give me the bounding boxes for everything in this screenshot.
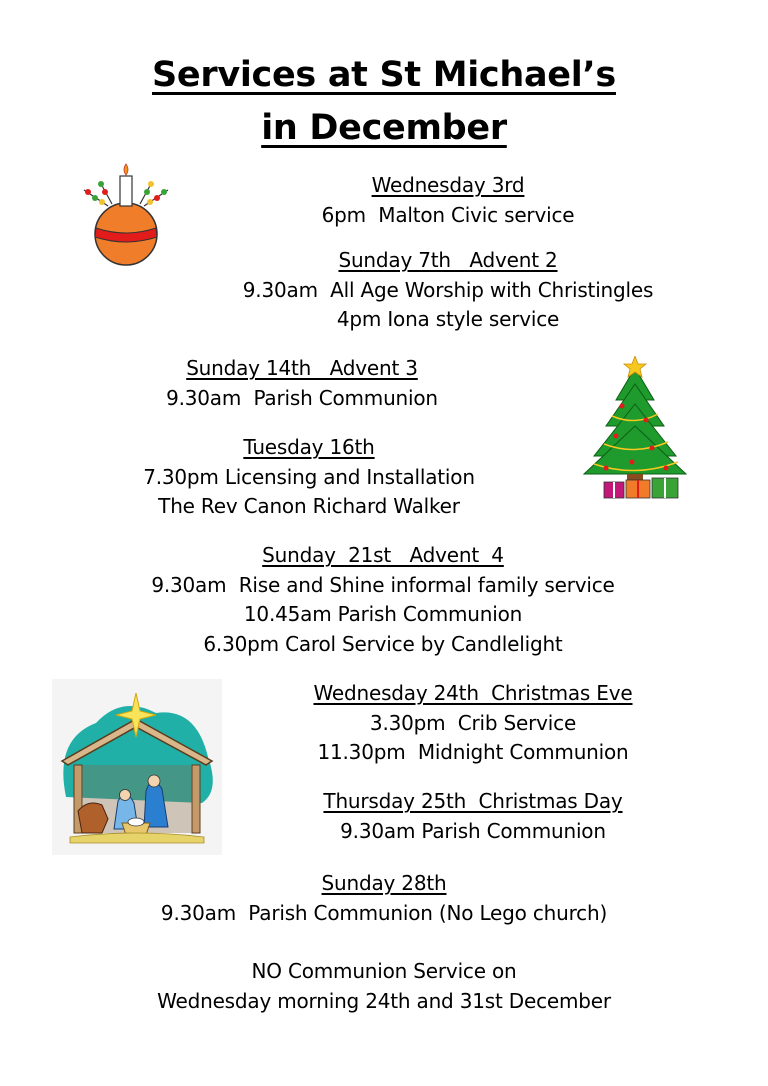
service-heading: Wednesday 24th Christmas Eve bbox=[313, 681, 633, 705]
notice-line-2: Wednesday morning 24th and 31st December bbox=[157, 988, 611, 1013]
service-heading: Sunday 21st Advent 4 bbox=[262, 543, 504, 567]
service-block-tue-16th bbox=[129, 433, 489, 522]
service-line: 4pm Iona style service bbox=[336, 307, 560, 331]
service-block-sun-7th bbox=[178, 246, 718, 335]
service-line: 6pm Malton Civic service bbox=[321, 202, 575, 227]
service-heading: Sunday 14th Advent 3 bbox=[186, 356, 418, 380]
service-block-thu-25th bbox=[298, 787, 648, 846]
service-heading: Sunday 7th Advent 2 bbox=[338, 248, 558, 272]
service-block-sun-21st bbox=[118, 541, 648, 659]
service-line: 9.30am Rise and Shine informal family service bbox=[151, 572, 615, 597]
service-line: 7.30pm Licensing and Installation bbox=[143, 464, 475, 489]
service-line: 3.30pm Crib Service bbox=[369, 710, 577, 735]
page-title-line-1: Services at St Michael’s bbox=[152, 55, 616, 95]
service-line: 11.30pm Midnight Communion bbox=[317, 740, 629, 764]
service-line: 9.30am Parish Communion bbox=[166, 385, 438, 410]
notice-block bbox=[104, 957, 664, 1016]
service-block-wed-3rd bbox=[298, 171, 598, 230]
page-title-line-2: in December bbox=[261, 108, 507, 148]
notice-line-1: NO Communion Service on bbox=[251, 959, 517, 983]
service-line: 9.30am Parish Communion (No Lego church) bbox=[160, 900, 608, 925]
service-line: 6.30pm Carol Service by Candlelight bbox=[203, 631, 563, 656]
nativity-scene-icon bbox=[52, 679, 222, 855]
service-heading: Sunday 28th bbox=[321, 871, 447, 895]
service-heading: Thursday 25th Christmas Day bbox=[323, 789, 623, 813]
christingle-icon bbox=[78, 162, 174, 268]
service-block-wed-24th bbox=[288, 679, 658, 768]
service-heading: Tuesday 16th bbox=[243, 435, 375, 459]
service-line: 9.30am All Age Worship with Christingles bbox=[242, 277, 654, 302]
service-line: 10.45am Parish Communion bbox=[243, 602, 523, 626]
christmas-tree-icon bbox=[582, 356, 688, 502]
service-line: 9.30am Parish Communion bbox=[340, 818, 606, 843]
service-block-sun-28th bbox=[124, 869, 644, 928]
service-line: The Rev Canon Richard Walker bbox=[158, 494, 460, 518]
service-heading: Wednesday 3rd bbox=[371, 173, 525, 197]
service-block-sun-14th bbox=[152, 354, 452, 413]
